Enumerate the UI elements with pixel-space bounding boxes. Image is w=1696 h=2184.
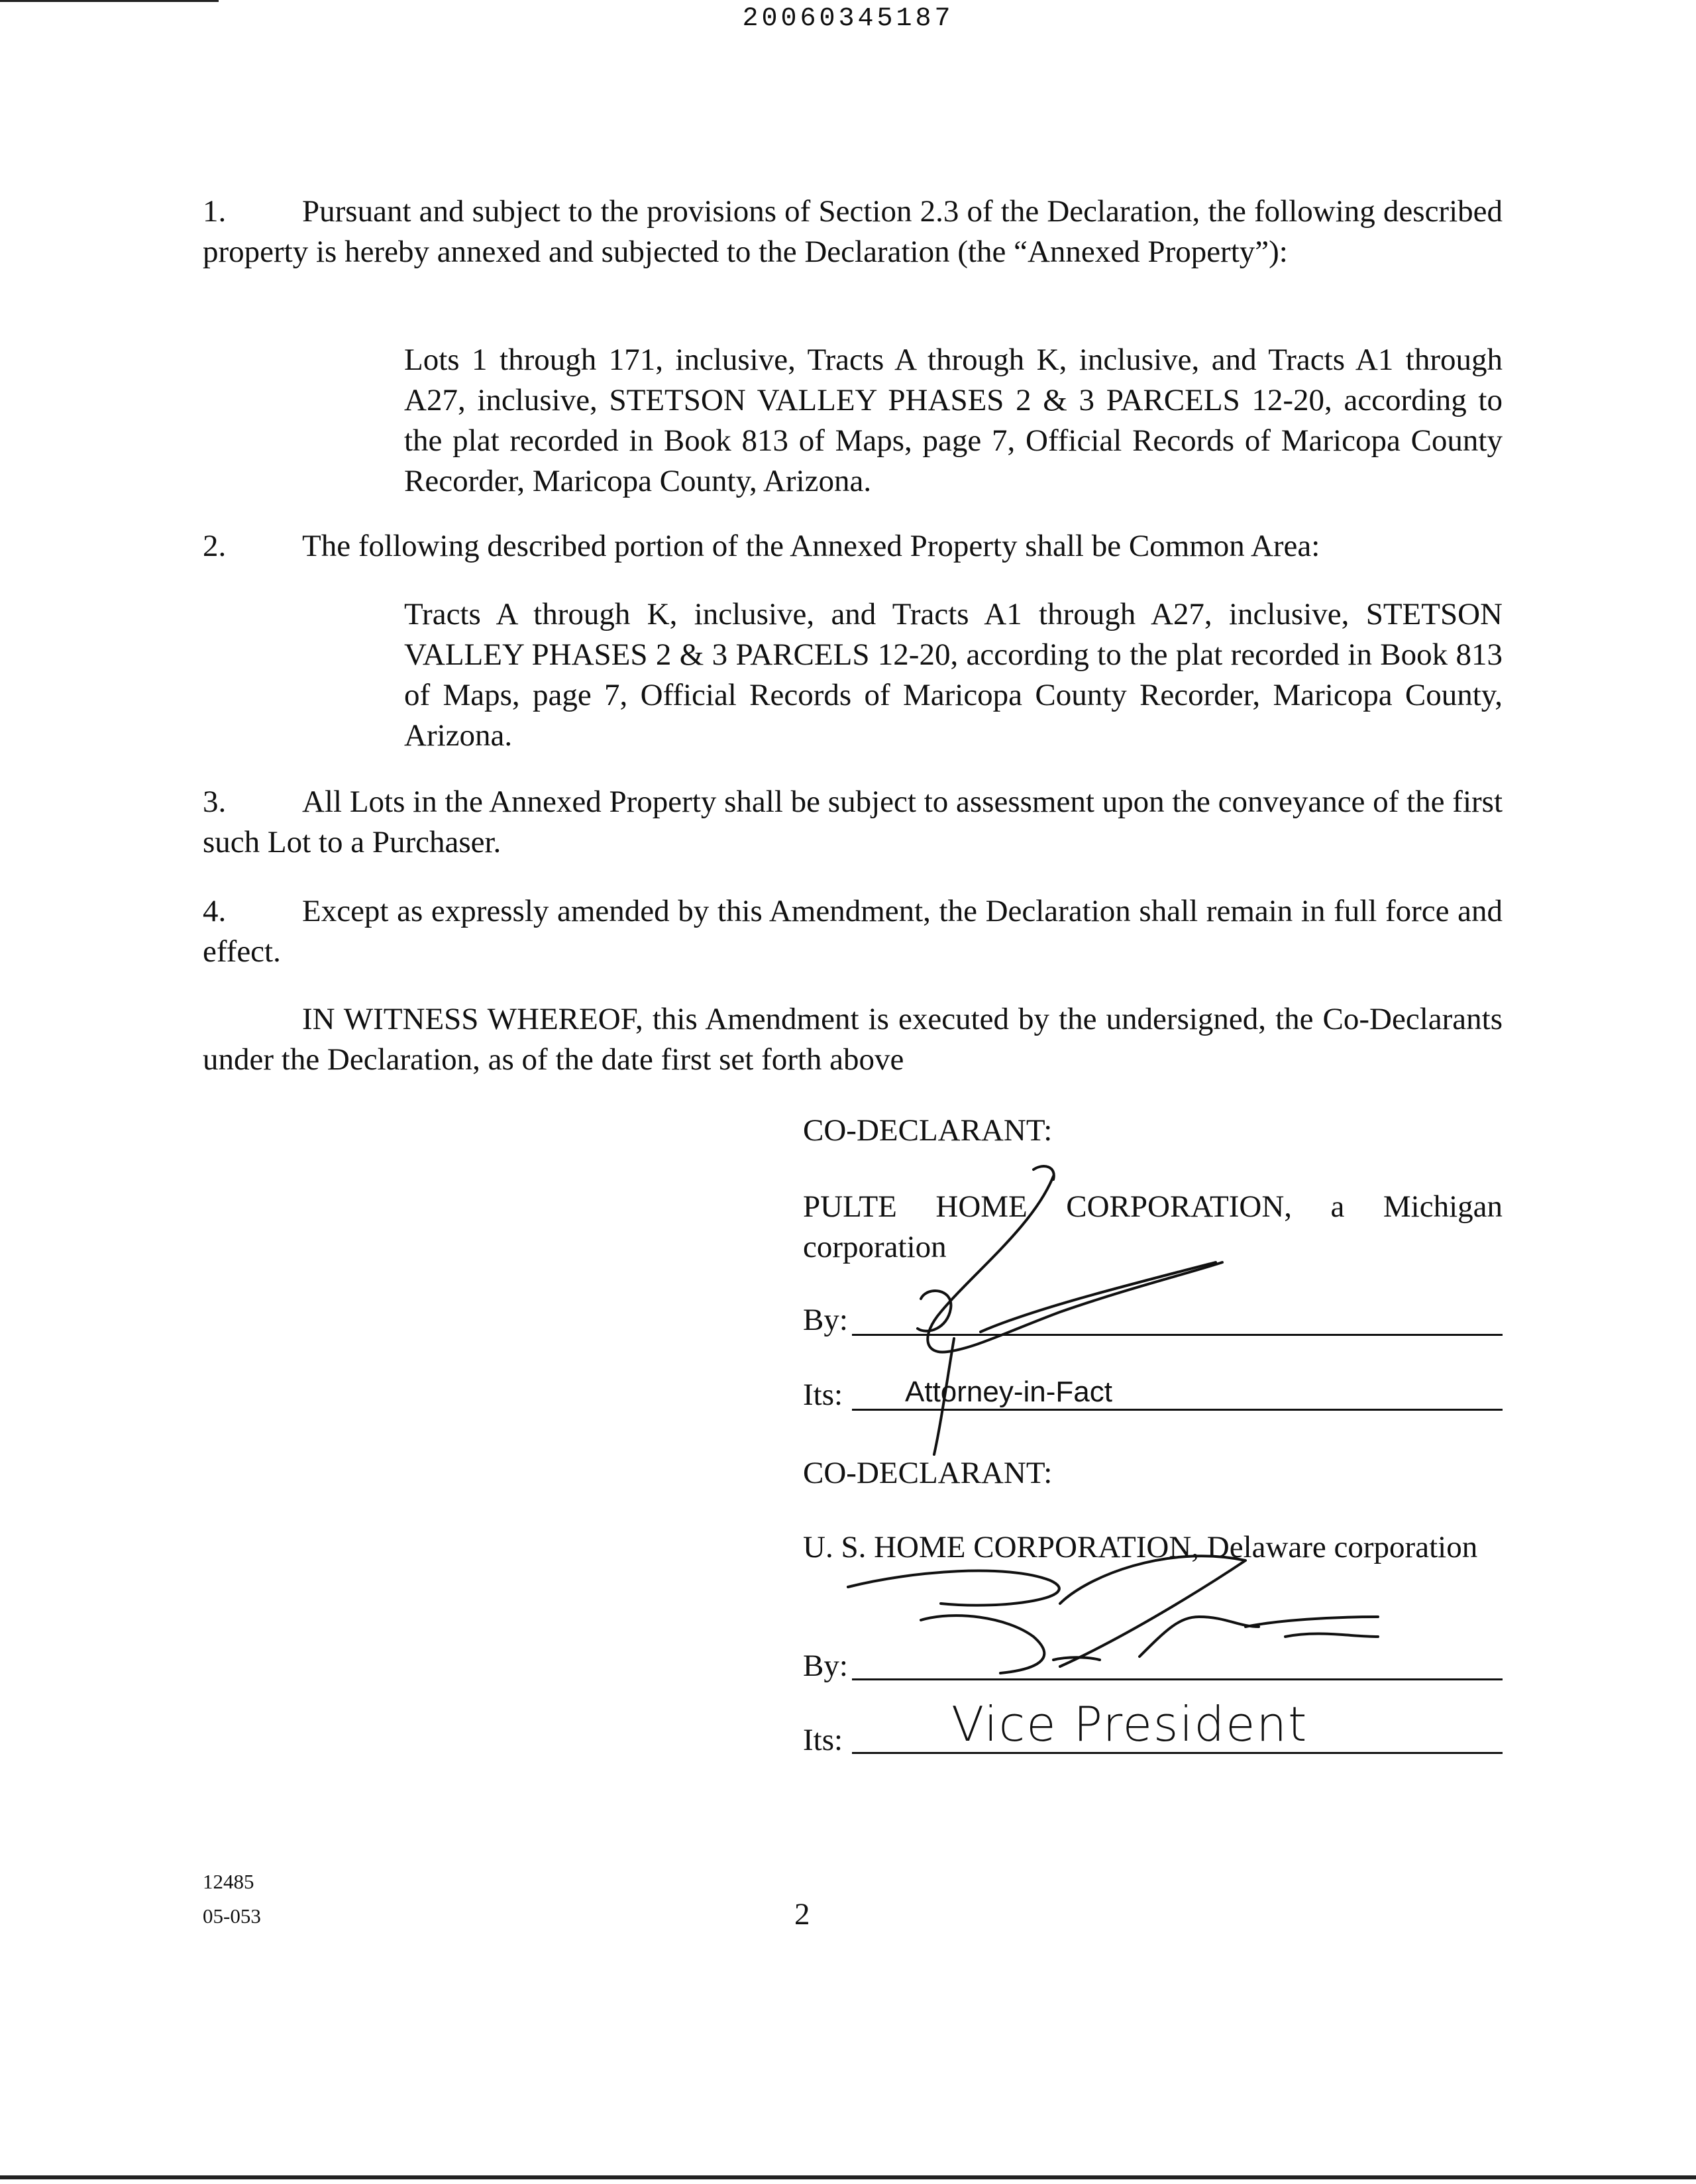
signature-1-initial — [1034, 1166, 1054, 1179]
legal-description-annexed: Lots 1 through 171, inclusive, Tracts A through K, inclusive, and Tracts A1 through A27, inclusive, STETSON VALLEY PHASES 2 & 3 PARCELS 12-20, according to the plat recorded in Book 813 of Maps, page 7, Official Records of Maricopa County Recorder, Maricopa County, Arizona. — [404, 343, 1503, 498]
paragraph-3-number: 3. — [203, 785, 227, 819]
paragraph-2-number: 2. — [203, 529, 227, 563]
paragraph-4-number: 4. — [203, 894, 227, 928]
legal-description-common-area: Tracts A through K, inclusive, and Tracts A1 through A27, inclusive, STETSON VALLEY PHASES 2 & 3 PARCELS 12-20, according to the plat recorded in Book 813 of Maps, page 7, Official Records of Maricopa County Recorder, Maricopa County, Arizona. — [404, 597, 1503, 753]
paragraph-2-text: The following described portion of the Annexed Property shall be Common Area: — [302, 529, 1320, 563]
its-label-1: Its: — [803, 1378, 843, 1412]
paragraph-4-text: Except as expressly amended by this Amendment, the Declaration shall remain in full force and effect. — [203, 894, 1503, 969]
its-value-2-handwritten: Vice President — [951, 1696, 1308, 1752]
signature-2-stroke-d — [1285, 1634, 1378, 1637]
signature-1-flourish — [980, 1262, 1216, 1332]
signature-2-loop — [921, 1615, 1044, 1673]
co-declarant-heading-2: CO-DECLARANT: — [803, 1456, 1053, 1490]
signature-2-stroke-c — [1246, 1617, 1378, 1627]
signature-2-stroke-a — [1060, 1556, 1246, 1666]
corporation-name-2: U. S. HOME CORPORATION, Delaware corporation — [803, 1530, 1478, 1564]
witness-clause-text: IN WITNESS WHEREOF, this Amendment is executed by the undersigned, the Co-Declarants under the Declaration, as of the date first set forth above — [203, 1002, 1503, 1077]
page-number: 2 — [794, 1897, 810, 1932]
its-label-2: Its: — [803, 1723, 843, 1757]
paragraph-1-text: Pursuant and subject to the provisions of Section 2.3 of the Declaration, the following described property is hereby annexed and subjected to the Declaration (the “Annexed Property”): — [203, 194, 1503, 269]
by-label-2: By: — [803, 1649, 848, 1683]
paragraph-3-text: All Lots in the Annexed Property shall be subject to assessment upon the conveyance of the first such Lot to a Purchaser. — [203, 785, 1503, 859]
footer-reference-1: 12485 — [203, 1870, 254, 1893]
signature-1-loop — [918, 1291, 951, 1331]
corporation-name-1: PULTE HOME CORPORATION, a Michigan corporation — [803, 1189, 1503, 1264]
signature-2 — [848, 1571, 1059, 1606]
co-declarant-heading-1: CO-DECLARANT: — [803, 1113, 1053, 1148]
footer-reference-2: 05-053 — [203, 1904, 261, 1928]
bottom-edge-line — [0, 2175, 1696, 2179]
signature-1-tail — [934, 1338, 954, 1454]
document-number: 20060345187 — [742, 4, 954, 34]
paragraph-1-number: 1. — [203, 194, 227, 229]
signature-2-stroke-b — [1140, 1617, 1259, 1657]
signature-1 — [928, 1176, 1222, 1352]
its-value-1: Attorney-in-Fact — [905, 1376, 1112, 1408]
by-label-1: By: — [803, 1303, 848, 1337]
